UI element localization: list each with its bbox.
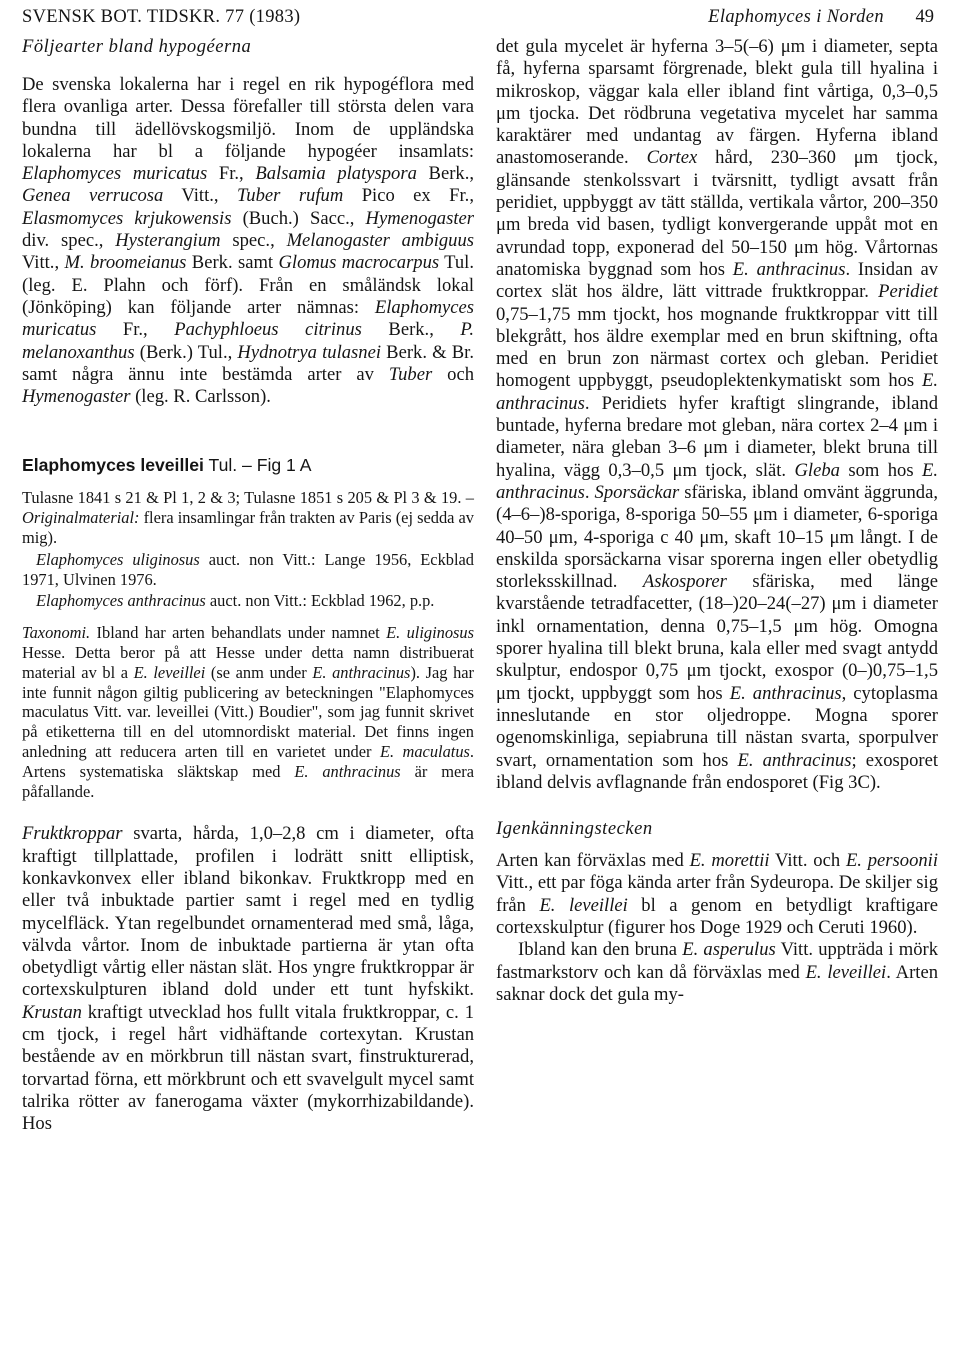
text-run: Arten kan förväxlas med: [496, 850, 690, 872]
paragraph-igenkanning-1: [496, 850, 938, 939]
text-run: auct. non Vitt.: Lange 1956, Eckblad 1971, Ulvinen 1976.: [22, 549, 474, 589]
italic-run: Askosporer: [642, 571, 727, 593]
italic-run: E. uliginosus: [386, 623, 474, 643]
paragraph-taxonomi: [22, 623, 474, 801]
synonym-uliginosus: [22, 550, 474, 590]
italic-run: E. anthracinus: [729, 682, 842, 704]
paragraph-fruktkroppar: [22, 823, 474, 1135]
text-run: . Artens systematiska släktskap med: [22, 742, 475, 781]
text-run: spec.,: [220, 230, 287, 252]
italic-run: E. leveillei: [805, 961, 887, 983]
text-run: auct. non Vitt.: Eckblad 1962, p.p.: [205, 591, 435, 611]
text-run: som hos: [839, 459, 922, 481]
paragraph-foljearter: [22, 74, 474, 408]
text-run: kraftigt utvecklad hos fullt vitala fruktkroppar, c. 1 cm tjock, i regel hårt vidhäftande cortexytan. Krustan bestående av en mörkbrun till nästan svart, finstrukturerad, torvartad förna, ett mörkbrunt och ett svavelgult mycel samt talrika rötter av fanerogama växter (mykorrhizabildande). Hos: [22, 1001, 474, 1135]
italic-run: Peridiet: [878, 281, 938, 303]
text-run: sfäriska, med länge kvarstående tetradfacetter, (18–)20–24(–27) μm i diameter inkl ornamentation, denna 0,75–1,5 μm hög. Omogna sporer hyalina till blekt bruna, kala eller med svagt antydd skulptur, endospor 0,75 μm tjockt, exospor (0–)0,75–1,5 μm tjockt, uppbyggt som hos: [496, 571, 938, 704]
text-run: ). Jag har inte funnit någon giltig publicering av beteckningen "Elaphomyces maculatus Vitt. var. leveillei (Vitt.) Boudier", som jag funnit skrivet på etiketterna till en del utomnordiskt material. Det finns ingen anledning att reducera arten till en varietet under: [22, 662, 475, 762]
italic-run: M. broomeianus: [64, 252, 187, 274]
italic-run: E. anthracinus: [732, 258, 846, 280]
paragraph-igenkanning-2: [496, 939, 938, 1006]
italic-run: Hymenogaster: [22, 386, 131, 408]
text-run: Vitt., ett par föga kända arter från Sydeuropa. De skiljer sig från: [496, 872, 938, 916]
italic-run: Gleba: [794, 459, 840, 481]
running-title: Elaphomyces i Norden: [708, 7, 884, 27]
italic-run: Tuber rufum: [236, 185, 344, 207]
text-run: hård, 230–360 μm tjock, glänsande stenkolssvart i tvärsnitt, tydligt avsatt från peridiet, uppbyggt av tätt ställda, vertikala vårtor, 200–350 μm breda vid basen, tydligt konvergerande uppåt mot en avrundad topp, exponerad del 50–150 μm hög. Vårtornas anatomiska byggnad som hos: [496, 147, 938, 280]
italic-run: Glomus macrocarpus: [278, 252, 440, 274]
italic-run: E. maculatus: [379, 742, 470, 762]
italic-run: E. anthracinus: [496, 370, 938, 414]
italic-run: E. persoonii: [845, 850, 939, 872]
species-figure-ref: Tul. – Fig 1 A: [203, 455, 312, 476]
right-column: [496, 36, 938, 1006]
text-run: Vitt.,: [22, 252, 65, 274]
italic-run: Elaphomyces anthracinus: [36, 591, 206, 611]
italic-run: Elaphomyces uliginosus: [36, 549, 200, 569]
text-run: . Insidan av cortex slät hos äldre, lätt vittrade fruktkroppar.: [496, 258, 938, 303]
text-run: Hesse. Detta beror på att Hesse under detta namn distribuerat material av bl a: [22, 643, 474, 682]
italic-run: Hymenogaster: [365, 207, 474, 229]
text-run: div. spec.,: [22, 230, 116, 252]
text-run: Ibland har arten behandlats under namnet: [90, 623, 387, 643]
text-run: Pico ex Fr.,: [343, 185, 474, 207]
text-run: Berk.,: [416, 163, 475, 185]
text-run: Ibland kan den bruna: [518, 939, 683, 961]
text-run: (leg. R. Carlsson).: [130, 386, 271, 408]
italic-run: E. leveillei: [539, 894, 628, 916]
italic-run: E. leveillei: [133, 662, 206, 682]
italic-run: E. anthracinus: [496, 459, 938, 503]
text-run: . Peridiets hyfer kraftigt slingrande, ibland buntade, hyferna bredare mot gleban, nära cortex 2–4 μm i diameter, nära gleban 3–6 μm i diameter, blekt bruna till hyalina, vägg 0,3–0,5 μm tjock, slät.: [496, 392, 938, 481]
text-run: sfäriska, ibland omvänt äggrunda, (4–6–)8-sporiga, 8-sporiga 50–55 μm i diameter, 6-sporiga 40–50 μm, 4-sporiga c 40 μm, skaft 10–15 μm långt. I de enskilda sporsäckarna visar sporerna ingen eller obetydlig storleksskillnad.: [496, 481, 938, 593]
page-number: 49: [915, 7, 934, 27]
italic-run: Fruktkroppar: [22, 823, 123, 845]
text-run: .: [584, 481, 595, 503]
text-run: (Buch.) Sacc.,: [231, 207, 366, 229]
italic-run: E. anthracinus: [737, 749, 852, 771]
italic-run: Elaphomyces muricatus: [22, 163, 208, 185]
reference-tulasne: [22, 488, 474, 547]
text-run: De svenska lokalerna har i regel en rik hypogéflora med flera ovanliga arter. Dessa förefaller till största delen vara bundna till ädellövskogsmiljö. Inom de uppländska lokalerna har bl a följande hypogéer insamlats:: [22, 74, 474, 162]
italic-run: Genea verrucosa: [22, 185, 164, 207]
paragraph-description: [496, 36, 938, 794]
italic-run: E. anthracinus: [312, 662, 411, 682]
italic-run: Cortex: [646, 147, 698, 169]
italic-run: Originalmaterial:: [22, 508, 140, 528]
text-run: Tul. (leg. E. Plahn och förf). Från en småländsk lokal (Jönköping) kan följande arter nämnas:: [22, 252, 474, 318]
italic-run: Hydnotrya tulasnei: [237, 341, 381, 363]
italic-run: E. anthracinus: [294, 761, 401, 781]
text-run: Fr.,: [96, 319, 175, 341]
italic-run: Elasmomyces krjukowensis: [22, 207, 232, 229]
text-run: flera insamlingar från trakten av Paris (ej sedda av mig).: [22, 508, 474, 548]
italic-run: Hysterangium: [115, 230, 221, 252]
text-run: 0,75–1,75 mm tjockt, hos mognande fruktkroppar vitt till blekgrått, hos äldre exemplar med en brun skiftning, ofta med en brun zon närmast cortex och gleban. Peridiet homogent uppbyggt, pseudoplektenkymatiskt som hos: [496, 303, 938, 392]
italic-run: Krustan: [22, 1001, 82, 1023]
species-name: Elaphomyces leveillei: [22, 455, 204, 476]
text-run: Vitt. uppträda i mörk fastmarkstorv och kan då förväxlas med: [496, 939, 939, 983]
italic-run: Balsamia platyspora: [255, 163, 417, 185]
italic-run: Tuber: [388, 363, 433, 385]
italic-run: Pachyphloeus citrinus: [174, 319, 362, 341]
text-run: . Arten saknar dock det gula my-: [496, 961, 939, 1005]
text-run: ; exosporet ibland delvis avflagnande från endosporet (Fig 3C).: [496, 749, 939, 793]
italic-run: Sporsäckar: [594, 481, 680, 503]
synonym-anthracinus: [22, 591, 474, 611]
italic-run: Elaphomyces muricatus: [22, 296, 474, 341]
text-run: Tulasne 1841 s 21 & Pl 1, 2 & 3; Tulasne 1851 s 205 & Pl 3 & 19. –: [22, 488, 474, 508]
text-run: Fr.,: [207, 163, 256, 185]
italic-run: Taxonomi.: [22, 623, 91, 643]
journal-citation: SVENSK BOT. TIDSKR. 77 (1983): [22, 7, 301, 27]
italic-run: E. morettii: [689, 850, 770, 872]
text-run: (Berk.) Tul.,: [134, 341, 238, 363]
text-run: svarta, hårda, 1,0–2,8 cm i diameter, ofta kraftigt tillplattade, profilen i lodrätt snitt elliptisk, konkavkonvex eller ibland bikonkav. Fruktkropp med en eller två inbuktade partier samt i regel med en tydlig mycelfläck. Ytan regelbundet ornamenterad med små, låga, välvda vårtor. Inom de inbuktade partierna är ytan ofta obetydligt vårtig eller nästan slät. Hos yngre fruktkroppar är cortexskulpturen ibland dold under ett tunt hyfskikt.: [22, 823, 474, 1001]
italic-run: P. melanoxanthus: [22, 319, 474, 363]
text-run: Berk. & Br. samt några ännu inte bestämda arter av: [22, 341, 474, 385]
text-run: och: [432, 363, 475, 385]
species-heading: [22, 454, 474, 476]
text-run: det gula mycelet är hyferna 3–5(–6) μm i diameter, septa få, hyferna sparsamt förgrenade, blekt gula till hyalina i mikroskop, väggar kala eller ibland fint vårtiga, 0,3–0,5 μm tjocka. Det rödbruna vegetativa mycelet har samma karaktärer med undantag av färgen. Hyferna ibland anastomoserande.: [496, 36, 938, 169]
text-run: bl a genom en betydligt kraftigare cortexskulptur (figurer hos Doge 1929 och Ceruti 1960).: [496, 894, 938, 938]
text-run: , cytoplasma inneslutande en stor oljedroppe. Mogna sporer ogenomskinliga, sepiabruna till nästan svarta, sporpulver svart, ornamentation som hos: [496, 682, 938, 771]
text-run: Vitt.,: [163, 185, 237, 207]
left-column: [22, 36, 474, 1136]
italic-run: E. asperulus: [682, 939, 776, 961]
text-run: Berk.,: [361, 319, 461, 341]
italic-run: Melanogaster ambiguus: [286, 230, 474, 252]
text-run: (se anm under: [205, 662, 313, 682]
page-header: [22, 5, 934, 29]
text-run: Vitt. och: [769, 850, 846, 872]
section-heading-igenkanningstecken: Igenkänningstecken: [496, 818, 653, 840]
text-run: Berk. samt: [186, 252, 279, 274]
section-heading-foljearter: Följearter bland hypogéerna: [22, 36, 252, 57]
text-run: är mera påfallande.: [22, 761, 475, 801]
